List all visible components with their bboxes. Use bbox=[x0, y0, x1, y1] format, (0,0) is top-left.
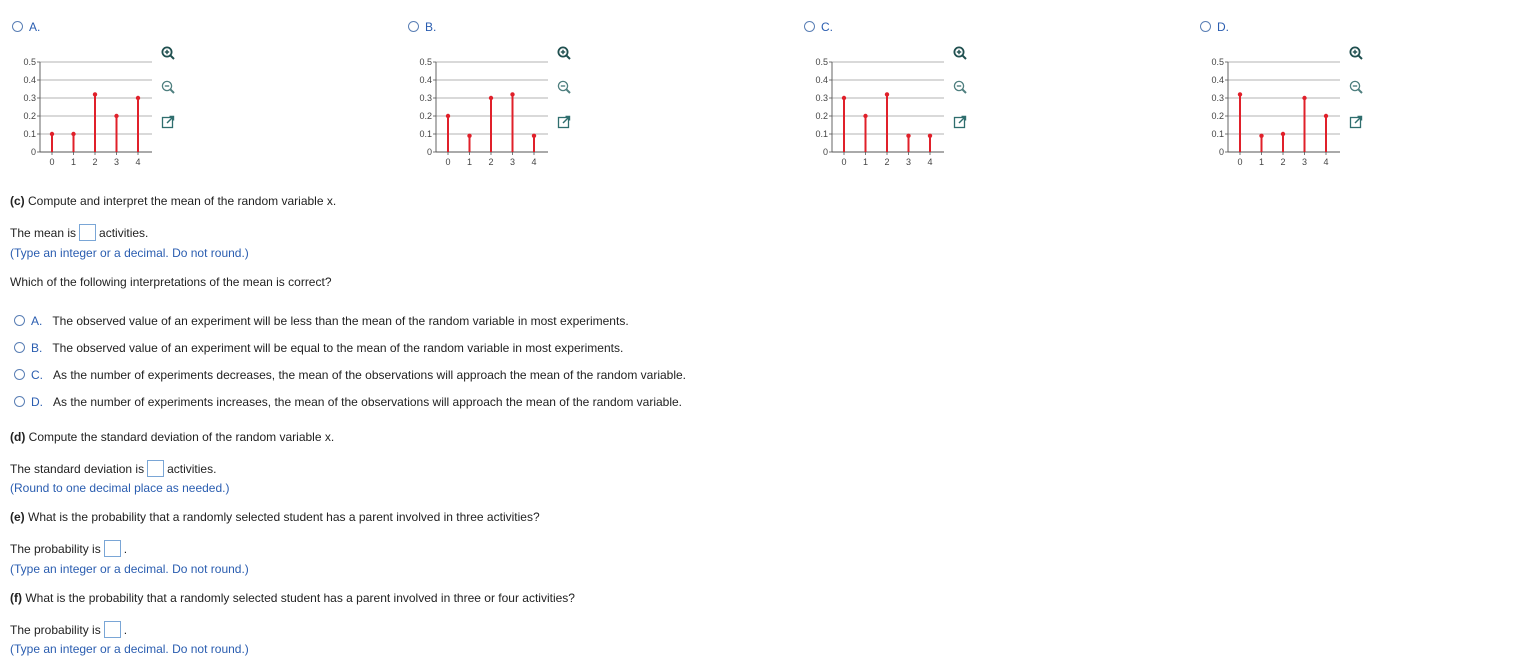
prob-three-four-answer-prefix: The probability is bbox=[10, 623, 101, 637]
option-letter: C. bbox=[31, 368, 43, 382]
y-tick-label: 0.2 bbox=[815, 111, 828, 121]
stem-point bbox=[50, 132, 54, 136]
popout-icon[interactable] bbox=[951, 113, 969, 131]
y-tick-label: 0.3 bbox=[815, 93, 828, 103]
zoom-out-icon[interactable] bbox=[1347, 78, 1365, 96]
prob-three-answer-suffix: . bbox=[123, 542, 128, 556]
stem-point bbox=[446, 114, 450, 118]
x-tick-label: 2 bbox=[1280, 157, 1286, 167]
stem-plot bbox=[0, 0, 160, 180]
x-tick-label: 3 bbox=[905, 157, 912, 167]
y-tick-label: 0 bbox=[30, 147, 36, 157]
zoom-out-icon[interactable] bbox=[951, 78, 969, 96]
zoom-out-icon[interactable] bbox=[159, 78, 177, 96]
option-letter: C. bbox=[821, 20, 833, 34]
y-tick-label: 0.3 bbox=[23, 93, 36, 103]
x-tick-label: 1 bbox=[1258, 157, 1265, 167]
radio-button[interactable] bbox=[14, 315, 25, 326]
mean-hint: (Type an integer or a decimal. Do not round.) bbox=[10, 246, 249, 260]
x-tick-label: 2 bbox=[488, 157, 494, 167]
y-tick-label: 0.5 bbox=[1211, 57, 1224, 67]
x-tick-label: 1 bbox=[70, 157, 77, 167]
y-tick-label: 0.5 bbox=[23, 57, 36, 67]
y-tick-label: 0.1 bbox=[1211, 129, 1224, 139]
y-tick-label: 0.4 bbox=[419, 75, 432, 85]
option-text: The observed value of an experiment will be less than the mean of the random variable in most experiments. bbox=[52, 314, 629, 328]
popout-icon[interactable] bbox=[1347, 113, 1365, 131]
interpretation-option-b[interactable] bbox=[14, 341, 623, 355]
stem-plot bbox=[792, 0, 952, 180]
interpretation-question: Which of the following interpretations of the mean is correct? bbox=[10, 275, 332, 289]
radio-button[interactable] bbox=[14, 369, 25, 380]
x-tick-label: 4 bbox=[1323, 157, 1329, 167]
stem-point bbox=[842, 96, 846, 100]
stem-point bbox=[71, 132, 75, 136]
y-tick-label: 0 bbox=[1218, 147, 1224, 157]
part-e-label: (e) bbox=[10, 510, 25, 524]
x-tick-label: 1 bbox=[862, 157, 869, 167]
part-c-question bbox=[10, 194, 336, 208]
zoom-in-icon[interactable] bbox=[951, 44, 969, 62]
y-tick-label: 0.3 bbox=[1211, 93, 1224, 103]
prob-three-four-answer-row bbox=[10, 621, 127, 638]
y-tick-label: 0.4 bbox=[815, 75, 828, 85]
stem-point bbox=[1238, 92, 1242, 96]
y-tick-label: 0.2 bbox=[419, 111, 432, 121]
stem-point bbox=[510, 92, 514, 96]
stem-point bbox=[136, 96, 140, 100]
stem-point bbox=[1324, 114, 1328, 118]
prob-three-answer-prefix: The probability is bbox=[10, 542, 101, 556]
mean-answer-input[interactable] bbox=[79, 224, 96, 241]
y-tick-label: 0 bbox=[426, 147, 432, 157]
interpretation-option-a[interactable] bbox=[14, 314, 629, 328]
option-text: As the number of experiments increases, the mean of the observations will approach the mean of the random variable. bbox=[53, 395, 683, 409]
y-tick-label: 0.5 bbox=[419, 57, 432, 67]
y-tick-label: 0.1 bbox=[23, 129, 36, 139]
part-f-label: (f) bbox=[10, 591, 22, 605]
zoom-in-icon[interactable] bbox=[555, 44, 573, 62]
x-tick-label: 1 bbox=[466, 157, 473, 167]
option-letter: A. bbox=[29, 20, 41, 34]
interpretation-option-c[interactable] bbox=[14, 368, 686, 382]
mean-answer-suffix: activities. bbox=[99, 226, 149, 240]
stem-point bbox=[532, 134, 536, 138]
prob-three-four-answer-suffix: . bbox=[123, 623, 128, 637]
x-tick-label: 0 bbox=[841, 157, 847, 167]
part-e-question bbox=[10, 510, 540, 524]
stddev-answer-row bbox=[10, 460, 216, 477]
stem-point bbox=[863, 114, 867, 118]
stddev-hint: (Round to one decimal place as needed.) bbox=[10, 481, 230, 495]
x-tick-label: 0 bbox=[49, 157, 55, 167]
zoom-in-icon[interactable] bbox=[159, 44, 177, 62]
y-tick-label: 0.2 bbox=[23, 111, 36, 121]
stem-point bbox=[1259, 134, 1263, 138]
x-tick-label: 3 bbox=[1301, 157, 1308, 167]
radio-button[interactable] bbox=[14, 342, 25, 353]
x-tick-label: 2 bbox=[92, 157, 98, 167]
stem-point bbox=[114, 114, 118, 118]
option-text: As the number of experiments decreases, the mean of the observations will approach the mean of the random variable. bbox=[53, 368, 687, 382]
y-tick-label: 0 bbox=[822, 147, 828, 157]
option-letter: D. bbox=[31, 395, 43, 409]
stem-plot bbox=[396, 0, 556, 180]
x-tick-label: 2 bbox=[884, 157, 890, 167]
stem-point bbox=[467, 134, 471, 138]
part-d-label: (d) bbox=[10, 430, 26, 444]
x-tick-label: 3 bbox=[509, 157, 516, 167]
option-letter: A. bbox=[31, 314, 43, 328]
y-tick-label: 0.5 bbox=[815, 57, 828, 67]
x-tick-label: 4 bbox=[927, 157, 933, 167]
radio-button[interactable] bbox=[14, 396, 25, 407]
y-tick-label: 0.1 bbox=[815, 129, 828, 139]
part-d-question-text: Compute the standard deviation of the random variable x. bbox=[25, 430, 335, 444]
y-tick-label: 0.4 bbox=[1211, 75, 1224, 85]
stem-point bbox=[489, 96, 493, 100]
mean-answer-prefix: The mean is bbox=[10, 226, 77, 240]
popout-icon[interactable] bbox=[159, 113, 177, 131]
option-letter: B. bbox=[425, 20, 437, 34]
part-f-question bbox=[10, 591, 575, 605]
x-tick-label: 3 bbox=[113, 157, 120, 167]
y-tick-label: 0.3 bbox=[419, 93, 432, 103]
mean-answer-row bbox=[10, 224, 148, 241]
y-tick-label: 0.2 bbox=[1211, 111, 1224, 121]
stddev-answer-suffix: activities. bbox=[167, 462, 217, 476]
prob-three-four-answer-input[interactable] bbox=[104, 621, 121, 638]
stem-point bbox=[906, 134, 910, 138]
stem-point bbox=[93, 92, 97, 96]
part-e-question-text: What is the probability that a randomly selected student has a parent involved in three activities? bbox=[24, 510, 540, 524]
zoom-in-icon[interactable] bbox=[1347, 44, 1365, 62]
stddev-answer-input[interactable] bbox=[147, 460, 164, 477]
x-tick-label: 4 bbox=[135, 157, 141, 167]
y-tick-label: 0.1 bbox=[419, 129, 432, 139]
x-tick-label: 0 bbox=[1237, 157, 1243, 167]
stem-point bbox=[928, 134, 932, 138]
interpretation-option-d[interactable] bbox=[14, 395, 682, 409]
part-c-label: (c) bbox=[10, 194, 25, 208]
stem-plot bbox=[1188, 0, 1348, 180]
x-tick-label: 4 bbox=[531, 157, 537, 167]
y-tick-label: 0.4 bbox=[23, 75, 36, 85]
zoom-out-icon[interactable] bbox=[555, 78, 573, 96]
stem-point bbox=[1302, 96, 1306, 100]
prob-three-four-hint: (Type an integer or a decimal. Do not round.) bbox=[10, 642, 249, 656]
prob-three-answer-input[interactable] bbox=[104, 540, 121, 557]
option-letter: B. bbox=[31, 341, 43, 355]
prob-three-hint: (Type an integer or a decimal. Do not round.) bbox=[10, 562, 249, 576]
stem-point bbox=[1281, 132, 1285, 136]
option-letter: D. bbox=[1217, 20, 1229, 34]
popout-icon[interactable] bbox=[555, 113, 573, 131]
prob-three-answer-row bbox=[10, 540, 127, 557]
x-tick-label: 0 bbox=[445, 157, 451, 167]
part-d-question bbox=[10, 430, 334, 444]
option-text: The observed value of an experiment will be equal to the mean of the random variable in most experiments. bbox=[52, 341, 624, 355]
stddev-answer-prefix: The standard deviation is bbox=[10, 462, 145, 476]
stem-point bbox=[885, 92, 889, 96]
part-c-question-text: Compute and interpret the mean of the random variable x. bbox=[24, 194, 337, 208]
part-f-question-text: What is the probability that a randomly selected student has a parent involved in three or four activities? bbox=[22, 591, 575, 605]
